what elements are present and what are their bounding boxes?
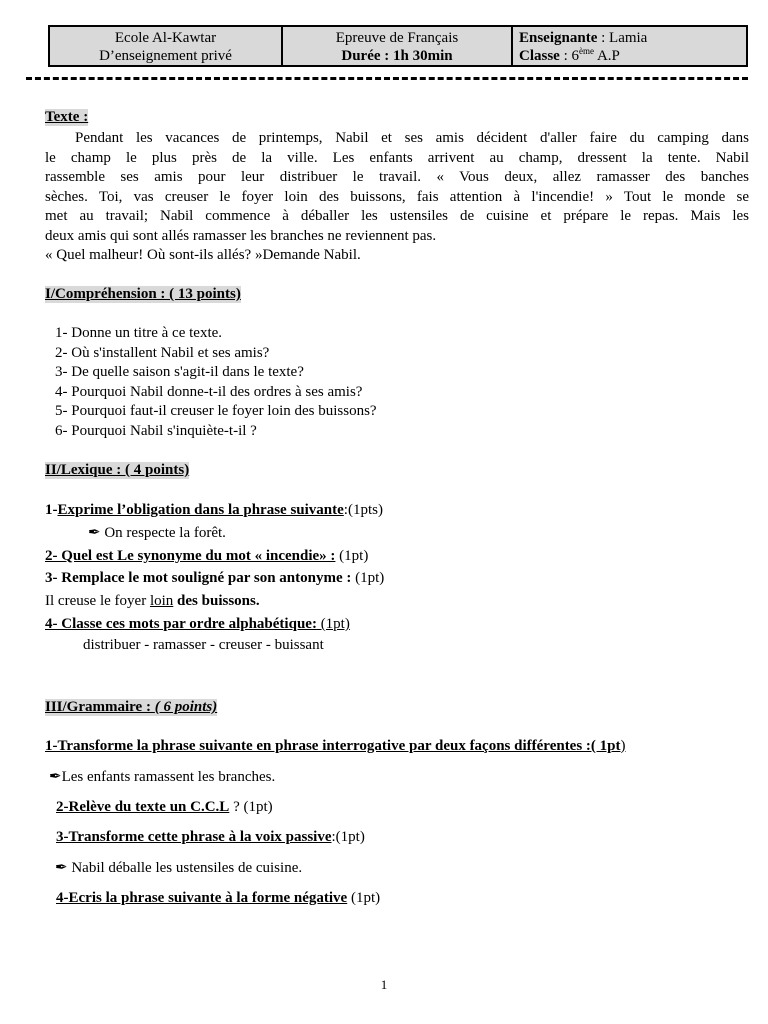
grammaire-q2-points: ? (1pt) [229,799,273,815]
pointing-hand-icon: ✒ [55,860,68,876]
class-value: : 6 [559,48,580,64]
comprehension-question: 5- Pourquoi faut-il creuser le foyer loin des buissons? [55,403,377,419]
comprehension-question: 6- Pourquoi Nabil s'inquiète-t-il ? [55,422,257,439]
texte-line-3: rassemble ses amis pour leur distribuer le travail. « Vous deux, allez ramasser des banches [45,169,749,185]
grammaire-heading-b: ( 6 points) [154,699,218,715]
lexique-q1-sentence: On respecte la forêt. [104,525,226,541]
grammaire-q2-text: 2-Relève du texte un C.C.L [56,799,230,815]
lexique-q1-sentence-row [88,523,226,542]
class-line [519,47,746,65]
lexique-q3 [45,570,384,587]
lexique-q1-num: 1- [45,502,58,518]
lexique-q2-text: 2- Quel est Le synonyme du mot « incendie» : [45,548,336,564]
grammaire-q3-points: :(1pt) [331,829,365,845]
grammaire-q3-sentence: Nabil déballe les ustensiles de cuisine. [71,860,303,876]
texte-line-1: Pendant les vacances de printemps, Nabil et ses amis décident d'aller faire du camping dans [75,130,749,146]
dashed-separator [26,77,748,80]
texte-line-4: sèches. Toi, vas creuser le foyer loin des buissons, fais attention à l'incendie! » Tout le monde se [45,188,749,205]
lexique-q3-points: (1pt) [351,570,385,586]
comprehension-question: 2- Où s'installent Nabil et ses amis? [55,344,270,361]
lexique-q4-points: (1pt) [316,616,350,632]
texte-line-7: « Quel malheur! Où sont-ils allés? »Demande Nabil. [45,247,361,263]
texte-line-6: deux amis qui sont allés ramasser les branches ne reviennent pas. [45,227,437,244]
lexique-q1-text: Exprime l’obligation dans la phrase suivante [57,502,344,518]
texte-heading: Texte : [45,109,89,125]
grammaire-q2 [56,799,273,816]
teacher-label: Enseignante [519,30,598,46]
school-subtitle: D’enseignement privé [99,48,232,64]
header-exam-cell [283,27,513,65]
class-value-post: A.P [594,48,620,64]
lexique-q3-sentence [45,593,260,610]
grammaire-q3 [56,829,365,846]
lexique-q4 [45,616,350,633]
exam-title: Epreuve de Français [335,30,459,46]
grammaire-q4 [56,890,380,907]
lexique-heading: II/Lexique : ( 4 points) [45,462,190,478]
grammaire-q1-end: ) [620,738,626,754]
school-name: Ecole Al-Kawtar [114,30,217,46]
class-label: Classe [519,48,560,64]
texte-line-2: le champ le plus près de la ville. Les enfants arrivent au champ, dressent la tente. Nabil [45,149,749,166]
grammaire-heading [45,699,217,716]
grammaire-heading-a: III/Grammaire : [45,699,155,715]
teacher-value: : Lamia [597,30,648,46]
lexique-q4-words: distribuer - ramasser - creuser - buissant [83,637,324,653]
lexique-q2 [45,548,368,565]
lexique-q4-text: 4- Classe ces mots par ordre alphabétique: [45,616,317,632]
comprehension-heading: I/Compréhension : ( 13 points) [45,286,241,302]
comprehension-question: 1- Donne un titre à ce texte. [55,325,223,341]
lexique-q3-word: loin [149,593,174,609]
lexique-q1 [45,502,383,519]
pointing-hand-icon: ✒ [49,769,62,785]
comprehension-question: 3- De quelle saison s'agit-il dans le texte? [55,364,304,380]
lexique-q3-text: 3- Remplace le mot souligné par son antonyme : [45,570,352,586]
grammaire-q1-sentence-row [49,767,275,786]
exam-duration: Durée : 1h 30min [341,48,453,64]
comprehension-question: 4- Pourquoi Nabil donne-t-il des ordres à ses amis? [55,383,363,400]
header-teacher-cell [513,27,746,65]
grammaire-q4-text: 4-Ecris la phrase suivante à la forme négative [56,890,348,906]
grammaire-q1-text: 1-Transforme la phrase suivante en phrase interrogative par deux façons différentes :( 1pt [45,738,621,754]
page-number: 1 [380,977,388,992]
class-sup: ème [579,46,595,56]
teacher-line [519,29,746,47]
grammaire-q3-sentence-row [55,858,302,877]
header-table [48,25,748,67]
lexique-q3-after: des buissons. [173,593,260,609]
lexique-q2-points: (1pt) [335,548,369,564]
grammaire-q1-sentence: Les enfants ramassent les branches. [61,769,276,785]
texte-paragraph [45,129,749,266]
texte-line-5: met au travail; Nabil commence à déballer les ustensiles de cuisine et prépare le repas. Mais les [45,208,749,224]
comprehension-questions [55,324,377,441]
lexique-q3-before: Il creuse le foyer [45,593,150,609]
header-school-cell [50,27,283,65]
grammaire-q4-points: (1pt) [347,890,381,906]
grammaire-q1 [45,738,626,755]
pointing-hand-icon: ✒ [88,525,101,541]
lexique-q1-points: :(1pts) [343,502,383,518]
grammaire-q3-text: 3-Transforme cette phrase à la voix passive [56,829,332,845]
